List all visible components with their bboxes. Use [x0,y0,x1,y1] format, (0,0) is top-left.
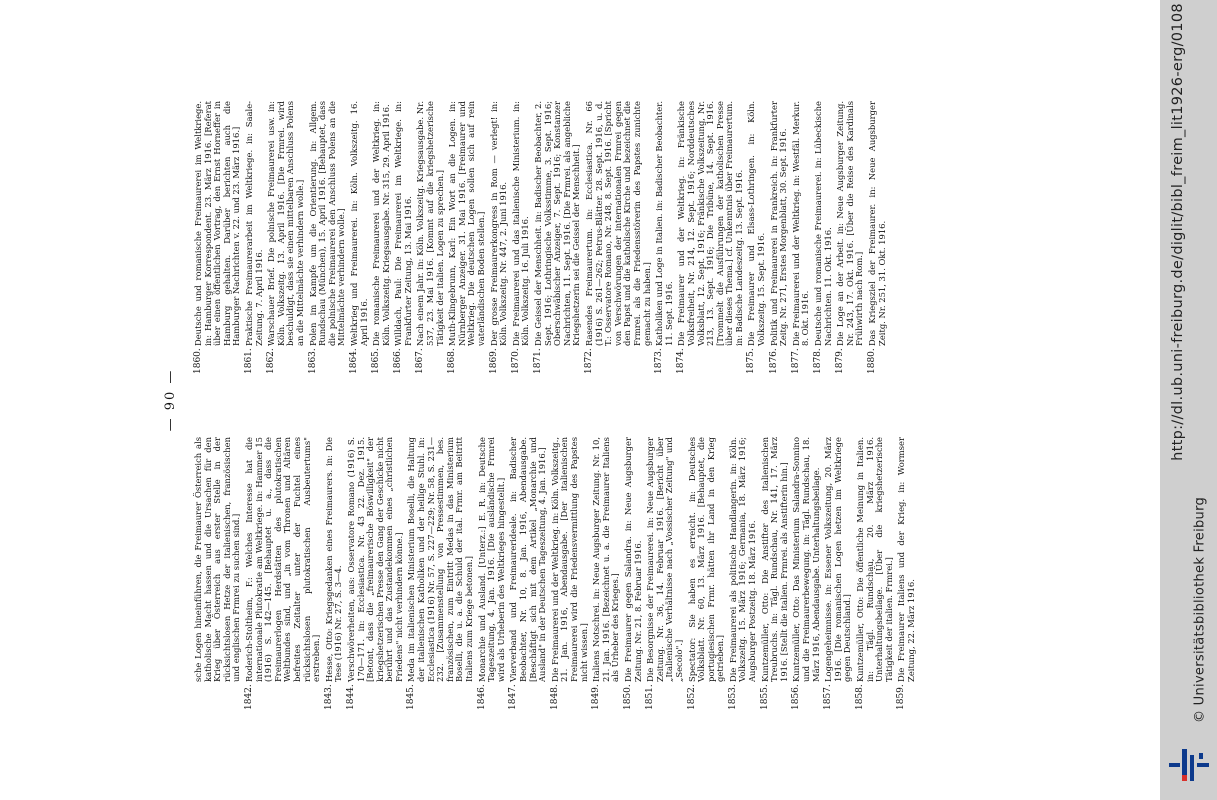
entry-number: 1867. [415,348,426,374]
entry-text: Die Loge an der Arbeit. in: Neue Augsburger Zeitung. Nr. 243, 17. Okt. 1916. [Über die Reise des Kardinals Frühwirth nach Rom.] [835,101,865,346]
entry-text: Polen im Kampfe um die Orientierung. in: Allgem. Rundschau (München), 15. April 1916. [Behauptet, dass die polnische Freimaurerei den Anschluss Polens an die Mittelmächte verhindern wolle.] [307,101,347,346]
entry-text: Kuntzemüller, Otto: Das Ministerium Salandra-Sonnino und die Freimaurerbewegung. in: Tägl. Rundschau, 18. März 1916, Abendausgabe. Unterhaltungsbeilage. [791,437,821,682]
entry-text: Verschwörerheiten, aus: Osservatore Romano (1916) S. 170—171. in: Ecclesiastica. Nr. 43 22. Dez. 1915. [Betont, dass die „freimaurerische Böswilligkeit" der kriegshetzerischen Presse den Gang der Geschicke nicht berührt und das Zustandekommen eines „christlichen Friedens" nicht verhindern könne.] [345,437,404,682]
entry-number: 1849. [591,684,602,710]
bibliography-entry [592,437,621,710]
entry-number: 1844. [345,684,356,710]
entry-number: 1842. [243,684,254,710]
entry-number: 1870. [510,348,521,374]
entry-text: Die romanische Freimaurerei und der Weltkrieg. in: Köln. Volkszeitg. Kriegsausgabe. Nr. 315, 29. April 1916. [371,101,391,346]
entry-number: 1860. [193,348,203,374]
entry-text: Die Freimaurerei und das italienische Ministerium. in: Köln. Volkszeitg. 16. Juli 1916. [510,101,531,346]
bibliography-entry [490,101,509,374]
entry-text: Die Freimaurerei als politische Handlangerin. in: Köln. Volkszeitg. 15. März 1916; Germania, 18. März 1916; Augsburger Postzeitg. 18. März 1916. [727,437,758,682]
copyright-notice: © Universitätsbibliothek Freiburg [1192,496,1208,724]
entry-number: 1848. [549,684,560,710]
bibliography-entry [394,101,413,374]
bibliography-entry [688,437,726,710]
entry-text: Deutsche und romanische Freimaurerei. in: Lübeckische Nachrichten. 11. Okt. 1916. [813,101,833,346]
bibliography-entry [416,101,445,374]
entry-text: Katholiken und Loge in Italien. in: Badischer Beobachter. 11. Sept. 1916. [654,101,674,346]
entry-number: 1864. [348,348,359,374]
bibliography-entry [792,437,821,710]
entry-number: 1850. [622,684,633,710]
entry-text: Die Freimaurerei und der Weltkrieg. in: Köln. Volkszeitg., 21. Jan. 1916, Abendausgabe. [Der italienischen Freimaurerei wird die Friedensvermittlung des Papstes nicht wissen.] [549,437,589,682]
entry-number: 1866. [393,348,404,374]
entry-text: Roderich-Stoltheim, F.: Welches Interesse hat die internationale Plutokratie am Weltkriege. in: Hammer 15 (1916) S. 142—145. [Behauptet u. a., dass die Freimaurerlogen Herdstätten des plutokratischen Weltbundes sind, und „in vom Thronen und Altären befreites Zeitalter unter der Fuchtel eines rücksichtslosen plutokratischen Ausbeutertums" erstreben.] [243,437,322,682]
entry-text: Die Freimaurer gegen Salandra. in: Neue Augsburger Zeitung. Nr. 21, 8. Februar 1916. [622,437,643,682]
entry-number: 1843. [323,684,334,710]
entry-number: 1845. [406,684,417,710]
bibliography-entry [372,101,391,374]
bibliography-entry [509,437,547,710]
entry-number: 1875. [746,348,757,374]
page-number: — 90 — [163,368,178,432]
bibliography-entry [194,101,242,374]
bibliography-entry [512,101,531,374]
ub-freiburg-logo-icon [1169,745,1209,785]
bibliography-entry [729,437,758,710]
bibliography-entry [824,437,853,710]
bibliography-entry [814,101,833,374]
bibliography-entry [551,437,589,710]
bibliography-entry [350,101,369,374]
archive-sidebar [1160,0,1217,800]
entry-number: 1857. [823,684,834,710]
entry-number: 1878. [813,348,824,374]
entry-number: 1879. [835,348,846,374]
entry-number: 1859. [896,684,907,710]
entry-number: 1869. [488,348,499,374]
entry-number: 1858. [855,684,865,710]
bibliography-entry [194,437,242,710]
bibliography-entry [245,437,322,710]
entry-number: 1872. [583,348,594,374]
entry-text: Kuntzemüller, Otto: Die Anstifter des italienischen Treubruchs. in: Tägl. Rundschau, Nr. 141, 17. März 1916. [Stellt die italien. Frmrei. als Anstifterin hin.] [759,437,789,682]
bibliography-entry [747,101,766,374]
bibliography-entry [897,437,916,710]
entry-text: Kuntzemüller, Otto: Die öffentliche Meinung in Italien. in: Tägl. Rundschau, 20. März 1916. Unterhaltungsbeilage. [Über die kriegshetzerische Tätigkeit der italien. Frmrei.] [855,437,894,682]
entry-text: Deutsche und romanische Freimaurerei im Weltkriege. in: Hamburger Korrespondent. 23. März 1916. [Referat über einen öffentlichen Vortrag, den Ernst Horneffer in Hamburg gehalten. Darüber berichten auch die Hamburger Nachrichten v. 22. und 23. März 1916.] [193,101,242,346]
entry-number: 1876. [768,348,779,374]
bibliography-entry [856,437,894,710]
entry-text: Die Freimaurer Italiens und der Krieg. in: Wormser Zeitung, 22. März 1916. [896,437,916,682]
entry-number: 1862. [266,348,277,374]
entry-number: 1847. [508,684,519,710]
entry-number: 1856. [791,684,802,710]
entry-text: Warschauer Brief. Die polnische Freimaurerei usw. in: Köln. Volkszeitg. 13. April 1916. [Die Frmrei. wird beschuldigt, dass sie einen mittelbaren Anschluss Polens an die Mittelmächte verhindern wolle.] [266,101,305,346]
entry-number: 1868. [447,348,458,374]
bibliography-column-right [194,101,890,374]
entry-number: 1880. [867,348,877,374]
entry-number: 1874. [676,348,687,374]
bibliography-entry [347,437,405,710]
entry-number: 1855. [759,684,770,710]
entry-text: Das Kriegsziel der Freimaurer. in: Neue Augsburger Zeitg. Nr. 251, 31. Okt. 1916. [867,101,887,346]
entry-text: Willdach, Paul: Die Freimaurerei im Weltkriege. in: Frankfurter Zeitung, 13. Mai 1916. [393,101,413,346]
entry-text: Italiens Notschrei. in: Neue Augsburger Zeitung. Nr. 10, 21. Jan. 1916. [Bezeichnet u. a. die Freimaurer Italiens als Urheber des Krieges.] [591,437,621,682]
bibliography-column-left [194,437,920,710]
bibliography-entry [534,101,582,374]
entry-text: Die Freimaurerei und der Weltkrieg. in: Westfäl. Merkur. 8. Okt. 1916. [790,101,811,346]
bibliography-entry [770,101,789,374]
entry-text: Spectator: Sie haben es erreicht. in: Deutsches Volksblatt. Nr. 60, 13. März 1916. [Behauptet, die portugiesischen Frmr. hätten ihr Land in den Krieg getrieben.] [686,437,726,682]
entry-text: Logengeheimnisse. in: Essener Volkszeitung, 20. März 1916. [Die romanischen Logen hetzen im Weltkriege gegen Deutschland.] [823,437,853,682]
bibliography-entry [677,101,744,374]
entry-number: 1846. [476,684,487,710]
entry-text: Die Geissel der Menschheit. in: Badischer Beobachter, 2. Sept. 1916; Lothringische Volksstimme, 3. Sept. 1916; Oberschwäbischer Anzeiger, 7. Sept. 1916; Konstanzer Nachrichten, 11. Sept. 1916. [Die Frmrei. als angebliche Kriegshetzerin sei die Geissel der Menschheit.] [533,101,582,346]
bibliography-entry [478,437,507,710]
entry-text: Praktische Freimaurerarbeit im Weltkriege. in: Saale-Zeitung. 7. April 1916. [243,101,264,346]
entry-text: Die Freimaurer und Elsass-Lothringen. in: Köln. Volkszeitg. 15. Sept. 1916. [746,101,767,346]
bibliography-entry [448,101,486,374]
entry-text: sche Logen hineinführen, die Freimaurer Österreich als katholische Macht hassen und die Ursachen für den Krieg über Österreich aus erster Stelle in der rücksichtslosen Hetze der italienischen, französischen und englischen Frmrei zu suchen sind.] [193,437,242,682]
entry-number: 1861. [243,348,254,374]
bibliography-entry [407,437,474,710]
bibliography-entry [761,437,790,710]
entry-text: Rasendes Freimaurertum. in: Ecclesiastica. Nr. 66 (1916) S. 261—262; Petrus-Blätter. 28. Sept. 1916, u. d. T.: Osservatore Romano, Nr. 248, 8. Sept. 1916. [Spricht von Verschwörungen der internationalen Frmrei gegen den Papst und die katholische Kirche und bezeichnet die Frmrei. als die Friedensstörerin des Papstes zunichte gemacht zu haben.] [583,101,652,346]
entry-number: 1873. [654,348,665,374]
entry-number: 1853. [727,684,738,710]
entry-text: Die Besorgnisse der Freimaurerei. in: Neue Augsburger Zeitung. Nr. 36, 14. Februar 1916. [Bericht über „Italienische Verhältnisse nach „Vossischer Zeitung" und „Secolo".] [645,437,684,682]
entry-number: 1851. [645,684,656,710]
bibliography-entry [267,101,305,374]
entry-number: 1852. [686,684,697,710]
entry-text: Monarchie und Ausland. [Unterz.:] E. R. in: Deutsche Tageszeitung, 4. Jan. 1916. [Die ausländische Frmrei wird als Urheberin des Weltkrieges hingestellt.] [476,437,506,682]
bibliography-entry [624,437,643,710]
bibliography-entry [646,437,684,710]
bibliography-entry [245,101,264,374]
entry-text: Der grosse Freimaurerkongress in Rom — verlegt! in: Köln. Volkszeitg. Nr. 447, 2. Juni 1916. [488,101,509,346]
entry-number: 1865. [371,348,382,374]
rotated-document-page [82,90,1182,710]
bibliography-entry [655,101,674,374]
entry-number: 1871. [533,348,543,374]
archive-url[interactable]: http://dl.ub.uni-freiburg.de/diglit/bibl_freim_lit1926-erg/0108 [1170,3,1186,461]
bibliography-entry [868,101,887,374]
bibliography-entry [325,437,344,710]
entry-text: Meda im italienischen Ministerium Boselli, die Haltung der italienischen Katholiken und der heilige Stuhl. in: Ecclesiastica (1916) Nr. 57, S. 227—229; Nr. 58, S. 231—232. [Zusammenstellung von Pressestimmen, bes. französischen, zum Eintritt Medas in das Ministerium Boselli, die u. a. die Schuld der ital. Frmr. am Beitritt Italiens zum Kriege betonen.] [406,437,475,682]
entry-number: 1877. [790,348,801,374]
entry-text: Die Freimaurer und der Weltkrieg. in: Fränkische Volksfreiheit, Nr. 214, 12. Sept. 1916; Norddeutsches Volksblatt, 12. Sept. 1916; Fränkische Volkszeitung, Nr. 213, 13. Sept. 1916; Die Tribüne, 14. Sept. 1916. [Trommelt die Ausführungen der katholischen Presse über dieses Thema.] cf. Unkenntnis über Freimaurertum. in: Badische Landeszeitg. 13. Sept. 1916. [676,101,744,346]
entry-text: Hesse, Otto: Kriegsgedanken eines Freimaurers. in: Die Tese (1916) Nr. 27, S. 3—4. [323,437,344,682]
entry-text: Politik und Freimaurerei in Frankreich. in: Frankfurter Zeitg. Nr. 271, Erstes Morgenblatt, 30. Sept. 1916. [768,101,789,346]
bibliography-entry [792,101,811,374]
bibliography-entry [309,101,347,374]
bibliography-entry [836,101,865,374]
entry-text: Weltkrieg und Freimaurerei. in: Köln. Volkszeitg. 16. April 1916. [348,101,369,346]
bibliography-entry [585,101,652,374]
entry-text: Vierverband und Freimaurerideale. in: Badischer Beobachter, Nr. 10, 8. Jan. 1916, Abendausgabe. [Beschäftigt sich mit dem Artikel „Monarchie und Ausland" in der Deutschen Tageszeitung, 4. Jan. 1916.] [508,437,548,682]
entry-number: 1863. [307,348,318,374]
entry-text: Muth-Klingebrunn, Karl: Ein Wort an die Logen. in: Nürnberger Anzeiger. 31. Mai 1916. [Freimaurer und Weltkrieg. Die deutschen Logen sollen sich auf rein vaterländischen Boden stellen.] [447,101,487,346]
entry-text: Nach einem Jahr. in: Köln. Volkszeitg. Kriegsausgabe. Nr. 537, 23. Mai 1916. [Kommt auf die kriegshetzerische Tätigkeit der italien. Logen zu sprechen.] [415,101,445,346]
